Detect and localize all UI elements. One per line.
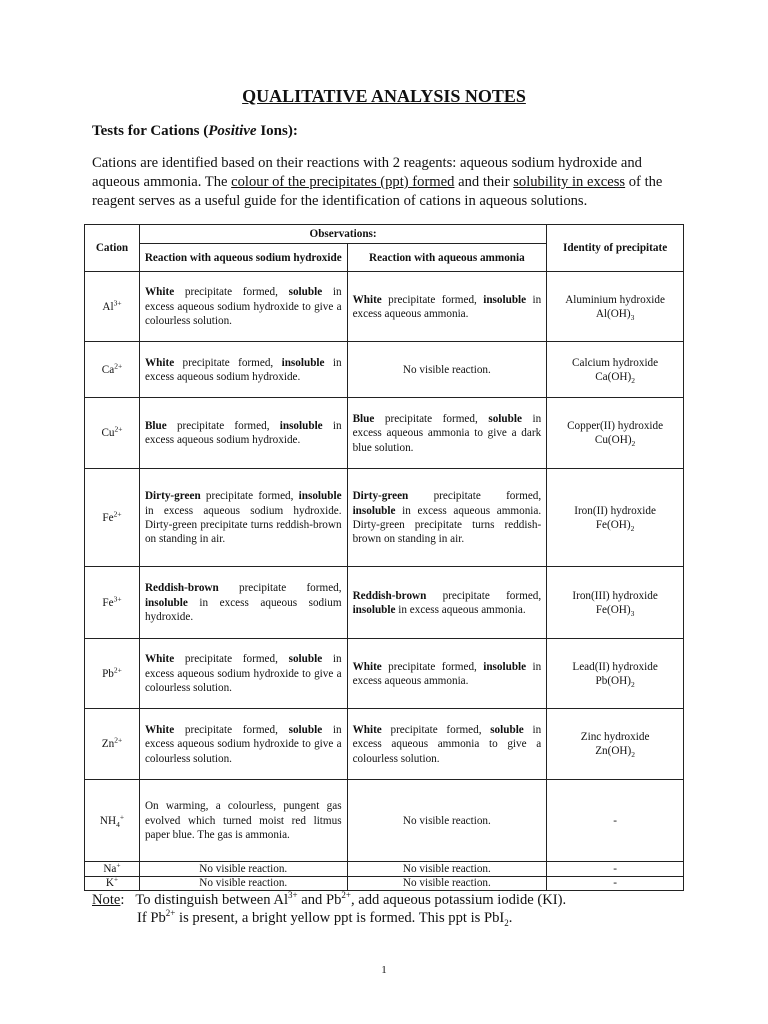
intro-part3: of the reagent serves as a useful guide for the identification of cations in aqueous solutions. <box>92 174 663 209</box>
header-cation: Cation <box>85 225 140 272</box>
naoh-solubility: insoluble <box>298 490 342 503</box>
nh3-observation-text-a: precipitate formed, <box>381 660 484 673</box>
nh3-observation-cell <box>347 342 547 398</box>
header-nh3: Reaction with aqueous ammonia <box>347 244 547 272</box>
naoh-precipitate-colour: Reddish-brown <box>144 582 219 595</box>
identity-name: Iron(III) hydroxide <box>572 589 658 602</box>
table-row <box>85 469 684 567</box>
intro-paragraph <box>92 154 692 211</box>
nh3-observation-cell <box>347 639 547 709</box>
identity-cell <box>547 567 684 639</box>
note-colon: : <box>120 892 125 908</box>
nh3-observation-text: No visible reaction. <box>402 862 491 875</box>
nh3-observation-text-b: in excess aqueous ammonia to give a dark blue solution. <box>352 412 542 454</box>
nh3-observation-text: No visible reaction. <box>402 363 491 376</box>
identity-formula-subscript: 2 <box>630 680 635 690</box>
section-heading <box>92 123 298 140</box>
table-row <box>85 639 684 709</box>
identity-formula-line <box>547 603 683 617</box>
naoh-observation-cell <box>139 272 347 342</box>
naoh-observation-cell <box>139 876 347 891</box>
table-row <box>85 272 684 342</box>
identity-text: - <box>613 877 617 890</box>
naoh-observation-text-b: in excess aqueous sodium hydroxide. <box>144 420 342 447</box>
identity-formula: Zn(OH) <box>595 745 632 758</box>
nh3-solubility: soluble <box>490 723 524 736</box>
cation-charge: + <box>119 811 125 821</box>
section-heading-prefix: Tests for Cations ( <box>92 123 209 139</box>
cation-charge: + <box>113 874 119 884</box>
identity-formula-line <box>547 370 683 384</box>
identity-formula-subscript: 2 <box>630 524 635 534</box>
identity-formula-line <box>547 433 683 447</box>
note-label: Note <box>92 892 121 908</box>
identity-cell <box>547 398 684 469</box>
cation-symbol: Ca <box>101 363 115 376</box>
cation-charge: 2+ <box>113 508 122 518</box>
cation-charge: 2+ <box>114 424 123 434</box>
identity-text: - <box>613 862 617 875</box>
nh3-precipitate-colour: White <box>352 293 382 306</box>
naoh-observation-text-a: precipitate formed, <box>174 286 289 299</box>
naoh-solubility: insoluble <box>144 596 188 609</box>
naoh-observation-cell <box>139 342 347 398</box>
naoh-precipitate-colour: Dirty-green <box>144 490 201 503</box>
naoh-observation-cell <box>139 780 347 862</box>
identity-formula-subscript: 3 <box>630 609 635 619</box>
naoh-solubility: soluble <box>288 653 323 666</box>
naoh-observation-text-b: in excess aqueous sodium hydroxide. Dirty-green precipitate turns reddish-brown on standing in air. <box>144 504 342 546</box>
note-line1-b: and Pb <box>297 892 342 908</box>
nh3-solubility: insoluble <box>483 293 527 306</box>
note-line2-a: If Pb <box>137 910 166 926</box>
cation-symbol: NH <box>99 814 117 827</box>
note-line1-sup2: 2+ <box>341 890 351 901</box>
naoh-observation-text-a: precipitate formed, <box>174 653 289 666</box>
identity-formula: Ca(OH) <box>595 370 632 383</box>
identity-cell <box>547 639 684 709</box>
nh3-observation-cell <box>347 862 547 877</box>
cation-cell <box>85 780 140 862</box>
note-line2-c: . <box>508 910 513 926</box>
identity-formula-subscript: 2 <box>631 750 635 760</box>
naoh-solubility: insoluble <box>279 420 323 432</box>
identity-name: Iron(II) hydroxide <box>574 504 656 517</box>
table-row <box>85 709 684 780</box>
cation-cell <box>85 342 140 398</box>
note-line-1 <box>92 891 566 909</box>
identity-cell <box>547 876 684 891</box>
nh3-observation-text-b: in excess aqueous ammonia. <box>352 293 542 320</box>
naoh-observation-text-a: precipitate formed, <box>166 420 280 432</box>
header-identity: Identity of precipitate <box>547 225 684 272</box>
nh3-observation-cell <box>347 876 547 891</box>
naoh-observation-cell <box>139 862 347 877</box>
identity-text: - <box>613 814 617 827</box>
table-row <box>85 342 684 398</box>
cation-charge: 3+ <box>113 593 122 603</box>
intro-part2: and their <box>454 174 514 190</box>
nh3-observation-text-b: in excess aqueous ammonia. <box>395 603 526 616</box>
cation-symbol: Pb <box>102 667 114 680</box>
cation-cell <box>85 469 140 567</box>
identity-name: Copper(II) hydroxide <box>567 420 664 432</box>
note-line2-sub: 2 <box>504 917 509 928</box>
note-line-2 <box>92 909 566 927</box>
table-row <box>85 780 684 862</box>
identity-cell <box>547 862 684 877</box>
naoh-observation-cell <box>139 398 347 469</box>
section-heading-italic: Positive <box>208 123 257 139</box>
naoh-observation-text-b: in excess aqueous sodium hydroxide. <box>144 356 342 383</box>
naoh-precipitate-colour: White <box>144 286 175 299</box>
identity-formula-line <box>547 674 683 688</box>
nh3-solubility: insoluble <box>352 504 396 517</box>
nh3-precipitate-colour: White <box>352 660 382 673</box>
identity-formula-line <box>547 307 683 321</box>
nh3-observation-text-a: precipitate formed, <box>374 412 489 425</box>
nh3-solubility: insoluble <box>352 603 396 616</box>
nh3-observation-cell <box>347 567 547 639</box>
section-heading-suffix: Ions): <box>256 123 298 139</box>
nh3-observation-text-b: in excess aqueous ammonia. <box>352 660 542 687</box>
nh3-observation-cell <box>347 780 547 862</box>
identity-formula: Fe(OH) <box>595 603 631 616</box>
page-number: 1 <box>381 964 387 976</box>
naoh-observation-text-b: in excess aqueous sodium hydroxide. <box>144 596 342 624</box>
identity-formula: Cu(OH) <box>594 434 632 447</box>
nh3-precipitate-colour: Dirty-green <box>352 490 409 503</box>
header-naoh: Reaction with aqueous sodium hydroxide <box>139 244 347 272</box>
intro-underline-1: colour of the precipitates (ppt) formed <box>231 174 455 190</box>
note-line1-sup1: 3+ <box>288 890 298 901</box>
intro-part1: Cations are identified based on their reactions with 2 reagents: aqueous sodium hydroxide and aqueous ammonia. The <box>92 155 642 190</box>
nh3-solubility: insoluble <box>483 660 527 673</box>
naoh-observation-cell <box>139 469 347 567</box>
nh3-observation-text-a: precipitate formed, <box>426 589 542 602</box>
naoh-observation-text-b: in excess aqueous sodium hydroxide to give a colourless solution. <box>144 653 342 695</box>
naoh-observation-text-a: precipitate formed, <box>174 723 289 736</box>
cation-cell <box>85 709 140 780</box>
table-row <box>85 876 684 891</box>
nh3-observation-text-a: precipitate formed, <box>381 723 491 736</box>
table-row <box>85 398 684 469</box>
identity-name: Aluminium hydroxide <box>565 293 665 306</box>
note-line2-b: is present, a bright yellow ppt is formed. This ppt is PbI <box>175 910 505 926</box>
naoh-precipitate-colour: Blue <box>144 420 167 432</box>
nh3-observation-cell <box>347 709 547 780</box>
naoh-precipitate-colour: White <box>144 653 175 666</box>
identity-name: Zinc hydroxide <box>580 731 650 743</box>
cation-subscript: 4 <box>116 819 120 829</box>
identity-formula-subscript: 2 <box>631 376 635 386</box>
nh3-observation-text-a: precipitate formed, <box>381 293 484 306</box>
cation-symbol: K <box>105 877 114 890</box>
nh3-observation-text: No visible reaction. <box>402 877 491 890</box>
naoh-observation-text: On warming, a colourless, pungent gas evolved which turned moist red litmus paper blue. The gas is ammonia. <box>144 800 342 842</box>
naoh-observation-cell <box>139 639 347 709</box>
naoh-observation-cell <box>139 567 347 639</box>
cation-symbol: Fe <box>102 596 114 609</box>
nh3-observation-text-b: in excess aqueous ammonia to give a colourless solution. <box>352 723 542 765</box>
naoh-observation-text-b: in excess aqueous sodium hydroxide to give a colourless solution. <box>144 723 342 765</box>
identity-cell <box>547 469 684 567</box>
identity-cell <box>547 709 684 780</box>
nh3-precipitate-colour: White <box>352 723 382 736</box>
identity-formula: Al(OH) <box>595 307 631 320</box>
cation-cell <box>85 639 140 709</box>
nh3-precipitate-colour: Blue <box>352 412 375 425</box>
cation-symbol: Zn <box>101 738 115 751</box>
identity-name: Calcium hydroxide <box>572 356 659 369</box>
cation-symbol: Cu <box>101 427 115 440</box>
table-row <box>85 567 684 639</box>
naoh-precipitate-colour: White <box>144 356 175 369</box>
nh3-observation-text-b: in excess aqueous ammonia. Dirty-green precipitate turns reddish-brown on standing in air. <box>352 504 542 546</box>
nh3-solubility: soluble <box>488 412 522 425</box>
identity-formula: Pb(OH) <box>595 674 631 687</box>
nh3-observation-text-a: precipitate formed, <box>408 490 542 503</box>
cation-charge: 2+ <box>114 360 123 370</box>
cation-symbol: Al <box>102 300 114 313</box>
naoh-observation-text-a: precipitate formed, <box>200 490 299 503</box>
identity-cell <box>547 272 684 342</box>
nh3-observation-cell <box>347 272 547 342</box>
identity-formula-line <box>547 744 683 758</box>
identity-name: Lead(II) hydroxide <box>572 660 658 673</box>
naoh-observation-text-a: precipitate formed, <box>218 582 342 595</box>
naoh-observation-text-b: in excess aqueous sodium hydroxide to give a colourless solution. <box>144 286 342 328</box>
cation-charge: 3+ <box>113 297 122 307</box>
cation-charge: 2+ <box>113 664 122 674</box>
naoh-observation-text: No visible reaction. <box>199 877 288 890</box>
nh3-observation-cell <box>347 398 547 469</box>
table-body <box>85 272 684 891</box>
identity-formula-line <box>547 518 683 532</box>
identity-cell <box>547 342 684 398</box>
cation-symbol: Na <box>103 862 117 875</box>
cation-tests-table <box>84 224 684 891</box>
naoh-observation-text-a: precipitate formed, <box>174 356 282 369</box>
naoh-precipitate-colour: White <box>144 723 175 736</box>
naoh-solubility: soluble <box>288 286 323 299</box>
note-line1-c: , add aqueous potassium iodide (KI). <box>350 892 567 908</box>
cation-cell <box>85 876 140 891</box>
note-line1-a: To distinguish between Al <box>135 892 288 908</box>
naoh-solubility: soluble <box>288 723 323 736</box>
cation-cell <box>85 859 140 877</box>
naoh-observation-cell <box>139 709 347 780</box>
nh3-observation-text: No visible reaction. <box>402 814 491 827</box>
cation-charge: + <box>116 859 121 869</box>
header-observations: Observations: <box>139 225 546 244</box>
naoh-observation-text: No visible reaction. <box>199 862 288 875</box>
cation-symbol: Fe <box>102 511 114 524</box>
cation-charge: 2+ <box>114 735 123 745</box>
page-title: QUALITATIVE ANALYSIS NOTES <box>242 86 526 106</box>
identity-formula-subscript: 3 <box>630 313 635 323</box>
identity-formula-subscript: 2 <box>631 439 636 449</box>
naoh-solubility: insoluble <box>281 356 325 369</box>
cation-cell <box>85 272 140 342</box>
note-block <box>92 891 566 927</box>
table-row <box>85 862 684 877</box>
note-line2-sup: 2+ <box>165 908 176 919</box>
nh3-observation-cell <box>347 469 547 567</box>
cation-cell <box>85 567 140 639</box>
identity-cell <box>547 780 684 862</box>
intro-underline-2: solubility in excess <box>513 174 626 190</box>
identity-formula: Fe(OH) <box>595 518 631 531</box>
nh3-precipitate-colour: Reddish-brown <box>352 589 427 602</box>
cation-cell <box>85 398 140 469</box>
